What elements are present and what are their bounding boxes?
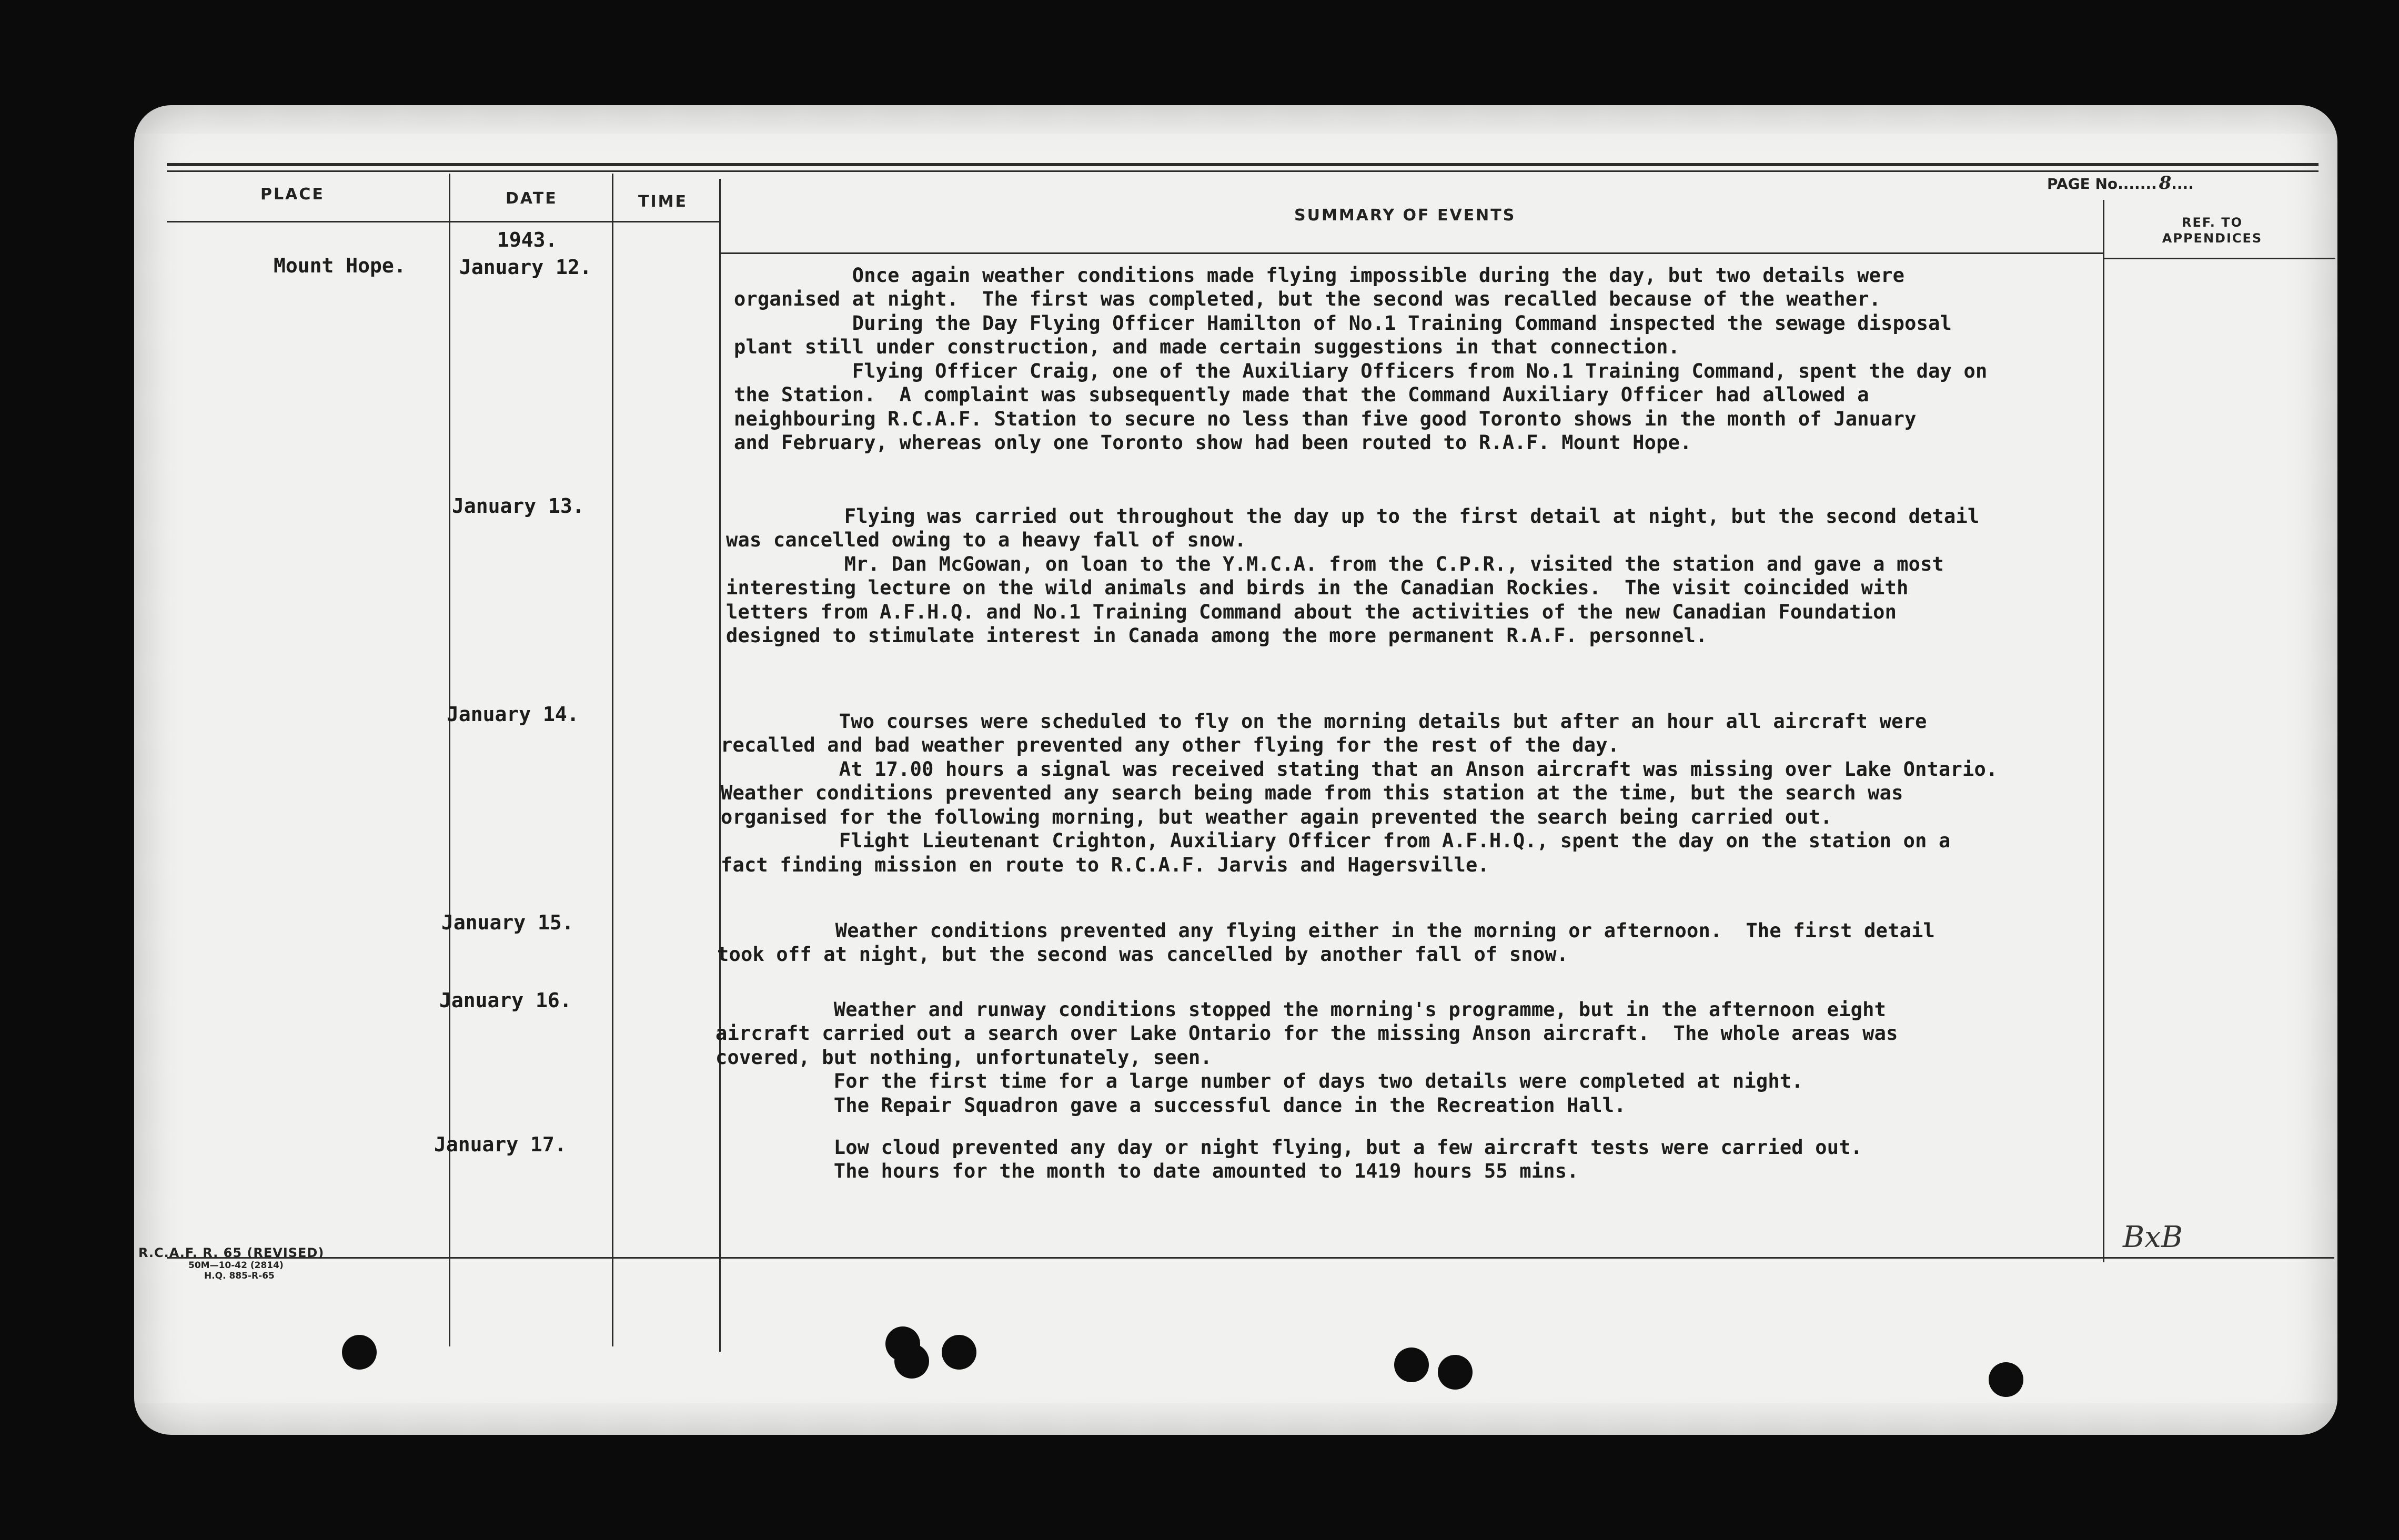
summary-line: and February, whereas only one Toronto show had been routed to R.A.F. Mount Hope. — [734, 431, 1692, 454]
header-rule-left — [167, 221, 719, 222]
form-number: R.C.A.F. R. 65 (REVISED) — [138, 1245, 325, 1260]
page-number-value: 8 — [2159, 173, 2172, 194]
place-header: PLACE — [260, 185, 325, 204]
page-number-label: PAGE No....... — [2047, 175, 2157, 192]
summary-line: For the first time for a large number of days two details were completed at night. — [715, 1070, 1803, 1092]
summary-line: The hours for the month to date amounted to 1419 hours 55 mins. — [715, 1160, 1579, 1182]
page-number — [2047, 173, 2194, 194]
punch-hole — [942, 1335, 976, 1370]
punch-hole — [1394, 1348, 1429, 1382]
ref-header — [2123, 215, 2302, 246]
page-number-dots: .... — [2171, 175, 2194, 192]
footer-rule — [167, 1257, 2334, 1259]
ref-header-line-2: APPENDICES — [2162, 231, 2263, 246]
summary-line: Two courses were scheduled to fly on the morning details but after an hour all aircraft were — [721, 710, 1927, 733]
summary-line: Mr. Dan McGowan, on loan to the Y.M.C.A. from the C.P.R., visited the station and gave a most — [726, 553, 1944, 575]
header-rule-ref — [2104, 258, 2335, 259]
summary-line: fact finding mission en route to R.C.A.F. Jarvis and Hagersville. — [721, 854, 1489, 876]
summary-line: letters from A.F.H.Q. and No.1 Training Command about the activities of the new Canadian Foundation — [726, 601, 1897, 623]
summary-line: During the Day Flying Officer Hamilton of No.1 Training Command inspected the sewage disposal — [734, 312, 1952, 335]
date-entry: January 16. — [439, 989, 572, 1012]
punch-hole — [1989, 1362, 2023, 1397]
top-rule-1 — [167, 163, 2319, 166]
top-rule-2 — [167, 170, 2319, 172]
form-hq-ref: H.Q. 885-R-65 — [204, 1271, 275, 1281]
diary-page — [134, 105, 2337, 1435]
summary-line: organised at night. The first was completed, but the second was recalled because of the weather. — [734, 288, 1881, 310]
summary-line: plant still under construction, and made certain suggestions in that connection. — [734, 336, 1680, 358]
summary-line: Once again weather conditions made flying impossible during the day, but two details were — [734, 264, 1905, 287]
summary-line: organised for the following morning, but weather again prevented the search being carried out. — [721, 806, 1832, 828]
summary-line: designed to stimulate interest in Canada among the more permanent R.A.F. personnel. — [726, 624, 1708, 647]
summary-header: SUMMARY OF EVENTS — [1294, 206, 1516, 225]
time-header: TIME — [638, 192, 688, 211]
summary-line: recalled and bad weather prevented any other flying for the rest of the day. — [721, 734, 1620, 756]
summary-line: Weather conditions prevented any flying either in the morning or afternoon. The first detail — [717, 919, 1936, 942]
place-entry: Mount Hope. — [274, 254, 406, 277]
place-date-divider — [449, 174, 450, 1346]
header-rule-summary — [719, 252, 2104, 254]
summary-line: covered, but nothing, unfortunately, seen. — [715, 1046, 1212, 1069]
summary-line: was cancelled owing to a heavy fall of snow. — [726, 529, 1246, 551]
summary-ref-divider — [2103, 200, 2104, 1262]
summary-line: At 17.00 hours a signal was received stating that an Anson aircraft was missing over Lake Ontario. — [721, 758, 1998, 781]
summary-line: Weather conditions prevented any search being made from this station at the time, but the search was — [721, 782, 1903, 804]
punch-hole — [342, 1335, 377, 1370]
summary-line: Flying was carried out throughout the day up to the first detail at night, but the second detail — [726, 505, 1980, 528]
summary-line: took off at night, but the second was cancelled by another fall of snow. — [717, 943, 1569, 966]
date-header: DATE — [506, 189, 558, 208]
ref-header-line-1: REF. TO — [2182, 215, 2243, 230]
punch-hole — [1438, 1355, 1473, 1390]
date-entry: January 12. — [459, 256, 592, 279]
summary-line: The Repair Squadron gave a successful dance in the Recreation Hall. — [715, 1094, 1626, 1117]
summary-line: Flight Lieutenant Crighton, Auxiliary Officer from A.F.H.Q., spent the day on the station on a — [721, 829, 1951, 852]
year-entry: 1943. — [497, 228, 558, 251]
form-print-run: 50M—10-42 (2814) — [188, 1260, 284, 1271]
summary-line: aircraft carried out a search over Lake Ontario for the missing Anson aircraft. The whole areas was — [715, 1022, 1898, 1045]
form-number-block — [138, 1245, 324, 1281]
punch-hole — [894, 1344, 929, 1379]
date-entry: January 15. — [441, 911, 574, 934]
summary-line: interesting lecture on the wild animals and birds in the Canadian Rockies. The visit coincided with — [726, 576, 1909, 599]
summary-line: neighbouring R.C.A.F. Station to secure no less than five good Toronto shows in the month of January — [734, 408, 1917, 430]
date-time-divider — [612, 174, 613, 1346]
summary-line: Low cloud prevented any day or night flying, but a few aircraft tests were carried out. — [715, 1136, 1863, 1159]
summary-line: Weather and runway conditions stopped the morning's programme, but in the afternoon eight — [715, 998, 1887, 1021]
date-entry: January 13. — [452, 494, 584, 518]
date-entry: January 14. — [447, 703, 579, 726]
date-entry: January 17. — [434, 1133, 567, 1156]
summary-line: Flying Officer Craig, one of the Auxiliary Officers from No.1 Training Command, spent the day on — [734, 360, 1988, 382]
summary-line: the Station. A complaint was subsequently made that the Command Auxiliary Officer had allowed a — [734, 383, 1869, 406]
handwritten-initials: BxB — [2123, 1220, 2183, 1254]
